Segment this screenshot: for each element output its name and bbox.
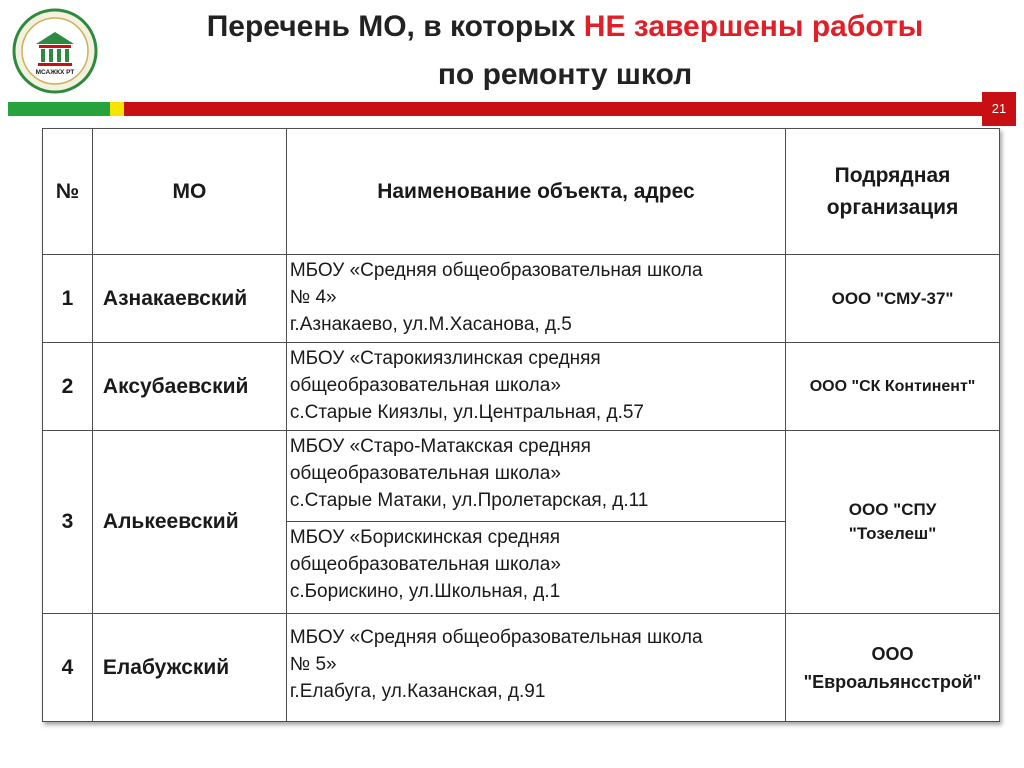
object-name: МБОУ «Средняя общеобразовательная школа: [289, 260, 703, 281]
row-num: 2: [43, 343, 93, 431]
header-mo: МО: [92, 129, 286, 255]
stripe-yellow: [110, 102, 124, 116]
row-mo: Азнакаевский: [92, 255, 286, 343]
logo-text: МСАЖКХ РТ: [35, 69, 75, 76]
object-name: МБОУ «Старокиязлинская средняя: [289, 348, 601, 369]
row-mo: Елабужский: [92, 614, 286, 722]
ministry-logo: [12, 8, 98, 94]
object-name-cont: общеобразовательная школа»: [289, 463, 561, 484]
row-object: [286, 431, 785, 522]
table-row: [43, 255, 1000, 343]
row-object: [286, 522, 785, 614]
header-num: №: [43, 129, 93, 255]
table-row: [43, 343, 1000, 431]
row-org: [786, 255, 1000, 343]
org-name: ООО "СК Континент": [809, 377, 976, 395]
row-mo: Аксубаевский: [92, 343, 286, 431]
row-org: [786, 343, 1000, 431]
page-title: [110, 4, 1020, 50]
object-address: с.Старые Матаки, ул.Пролетарская, д.11: [289, 490, 649, 511]
org-name-cont: "Тозелеш": [848, 524, 937, 543]
org-name: ООО "СПУ: [848, 500, 937, 519]
object-address: г.Елабуга, ул.Казанская, д.91: [289, 681, 546, 702]
object-name-cont: общеобразовательная школа»: [289, 554, 561, 575]
title-part1: Перечень МО, в которых: [206, 10, 584, 43]
row-num: 1: [43, 255, 93, 343]
row-num: 3: [43, 431, 93, 614]
table-header-row: [43, 129, 1000, 255]
stripe-green: [8, 102, 110, 116]
object-address: с.Старые Киязлы, ул.Центральная, д.57: [289, 402, 644, 423]
org-name: ООО: [871, 643, 914, 664]
row-object: [286, 614, 785, 722]
object-name-cont: общеобразовательная школа»: [289, 375, 561, 396]
page-number: 21: [982, 92, 1016, 126]
object-address: г.Азнакаево, ул.М.Хасанова, д.5: [289, 314, 572, 335]
object-address: с.Борискино, ул.Школьная, д.1: [289, 581, 561, 602]
object-name-cont: № 4»: [289, 287, 337, 308]
header-org: Подрядная организация: [786, 129, 1000, 255]
row-mo: Алькеевский: [92, 431, 286, 614]
page-title-line2: по ремонту школ: [437, 58, 693, 91]
row-org: [786, 614, 1000, 722]
title-highlight: НЕ завершены работы: [583, 10, 924, 43]
table-row: [43, 614, 1000, 722]
row-object: [286, 255, 785, 343]
header-object: Наименование объекта, адрес: [286, 129, 785, 255]
stripe-red: [124, 102, 982, 116]
row-num: 4: [43, 614, 93, 722]
object-name: МБОУ «Борискинская средняя: [289, 527, 561, 548]
object-name: МБОУ «Старо-Матакская средняя: [289, 436, 591, 457]
row-org: [786, 431, 1000, 614]
object-name-cont: № 5»: [289, 654, 337, 675]
object-name: МБОУ «Средняя общеобразовательная школа: [289, 627, 703, 648]
row-object: [286, 343, 785, 431]
org-name: ООО "СМУ-37": [831, 288, 954, 308]
schools-table: [42, 128, 1000, 722]
org-name-cont: "Евроальянсстрой": [803, 671, 982, 692]
table-row: [43, 431, 1000, 522]
